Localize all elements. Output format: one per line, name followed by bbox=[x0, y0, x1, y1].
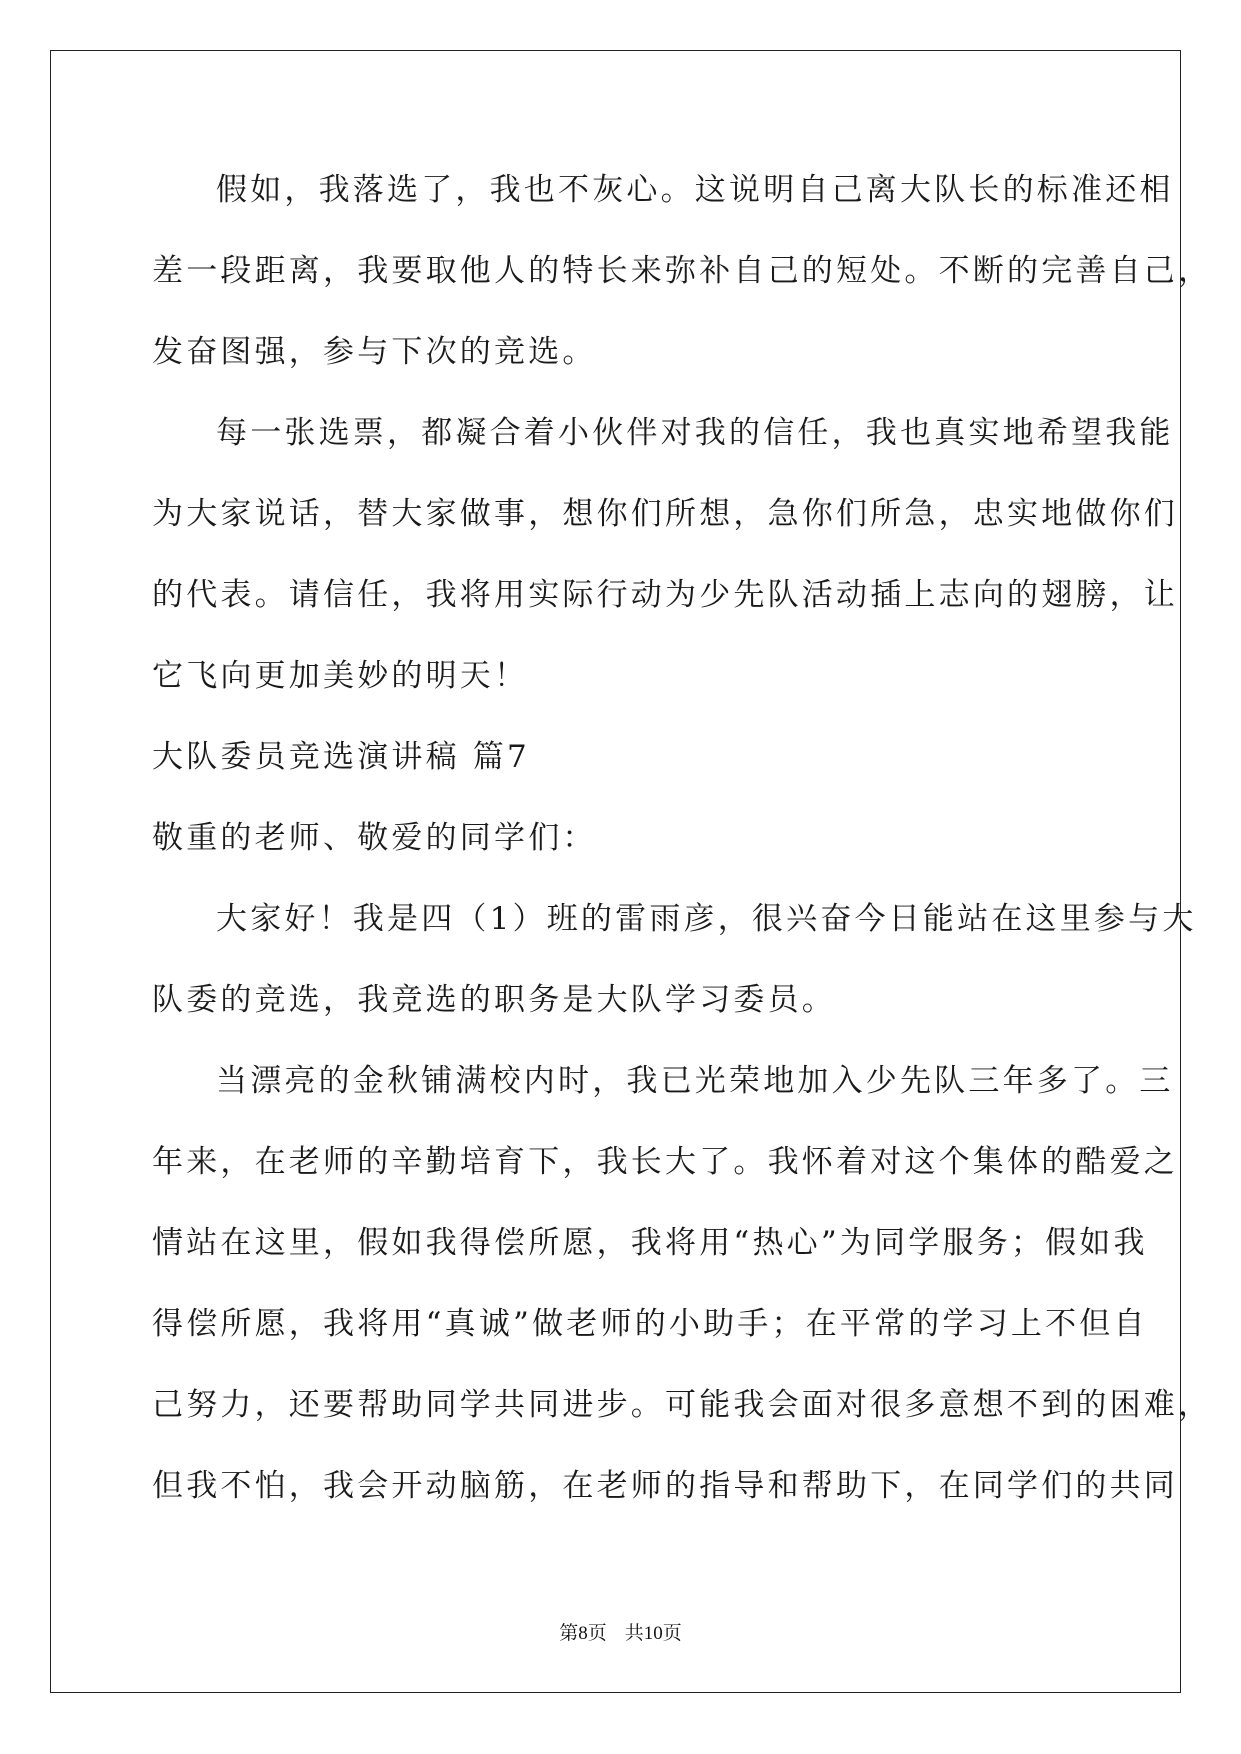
text-line: 当漂亮的金秋铺满校内时，我已光荣地加入少先队三年多了。三 bbox=[216, 1063, 1174, 1099]
text-line: 假如，我落选了，我也不灰心。这说明自己离大队长的标准还相 bbox=[216, 172, 1174, 208]
salutation: 敬重的老师、敬爱的同学们： bbox=[152, 820, 597, 856]
text-line: 大家好！我是四（1）班的雷雨彦，很兴奋今日能站在这里参与大 bbox=[216, 901, 1197, 937]
text-line: 每一张选票，都凝合着小伙伴对我的信任，我也真实地希望我能 bbox=[216, 415, 1174, 451]
text-line: 己努力，还要帮助同学共同进步。可能我会面对很多意想不到的困难， bbox=[152, 1387, 1213, 1423]
page-number: 第8页 bbox=[559, 1623, 607, 1644]
text-line: 为大家说话，替大家做事，想你们所想，急你们所急，忠实地做你们 bbox=[152, 496, 1178, 532]
text-line: 队委的竞选，我竞选的职务是大队学习委员。 bbox=[152, 982, 836, 1018]
text-line: 得偿所愿，我将用“真诚”做老师的小助手；在平常的学习上不但自 bbox=[152, 1306, 1148, 1342]
document-body bbox=[152, 160, 1213, 1537]
text-line: 但我不怕，我会开动脑筋，在老师的指导和帮助下，在同学们的共同 bbox=[152, 1468, 1178, 1504]
section-heading: 大队委员竞选演讲稿 篇7 bbox=[152, 739, 530, 775]
text-line: 的代表。请信任，我将用实际行动为少先队活动插上志向的翅膀，让 bbox=[152, 577, 1178, 613]
text-line: 它飞向更加美妙的明天！ bbox=[152, 658, 529, 694]
text-line: 差一段距离，我要取他人的特长来弥补自己的短处。不断的完善自己， bbox=[152, 253, 1213, 289]
text-line: 情站在这里，假如我得偿所愿，我将用“热心”为同学服务；假如我 bbox=[152, 1225, 1148, 1261]
text-line: 年来，在老师的辛勤培育下，我长大了。我怀着对这个集体的酷爱之 bbox=[152, 1144, 1178, 1180]
text-line: 发奋图强，参与下次的竞选。 bbox=[152, 334, 597, 370]
page-total: 共10页 bbox=[624, 1623, 682, 1644]
page-footer bbox=[0, 1618, 1241, 1645]
